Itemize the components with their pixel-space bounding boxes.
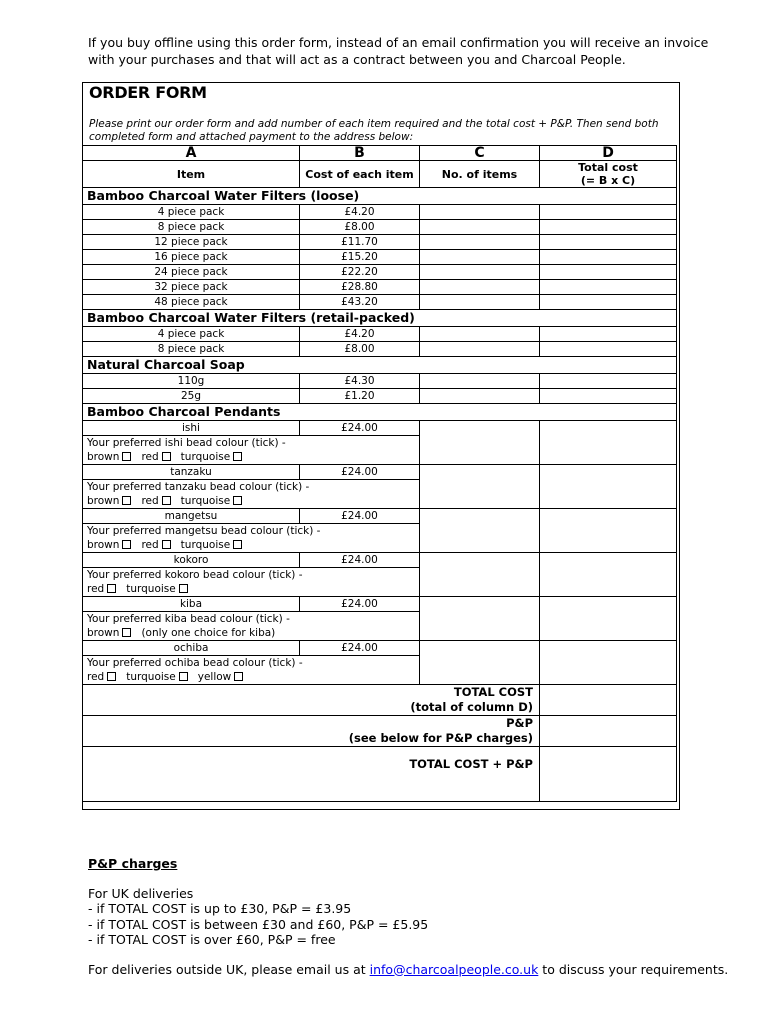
total-cell[interactable] xyxy=(540,235,677,250)
pp-heading: P&P charges xyxy=(88,856,178,871)
total-cell[interactable] xyxy=(540,553,677,597)
section-title: Bamboo Charcoal Water Filters (loose) xyxy=(83,188,420,205)
product-name: 8 piece pack xyxy=(83,220,300,235)
product-name: 32 piece pack xyxy=(83,280,300,295)
section-title: Bamboo Charcoal Water Filters (retail-packed) xyxy=(83,310,420,327)
column-letter: A xyxy=(83,146,300,161)
product-name: 16 piece pack xyxy=(83,250,300,265)
product-row xyxy=(83,389,677,404)
quantity-input[interactable] xyxy=(420,265,540,280)
product-row xyxy=(83,235,677,250)
product-price: £22.20 xyxy=(300,265,420,280)
column-letter: D xyxy=(540,146,677,161)
total-cell[interactable] xyxy=(540,295,677,310)
product-price: £11.70 xyxy=(300,235,420,250)
total-cost-value[interactable] xyxy=(540,685,677,716)
total-cell[interactable] xyxy=(540,597,677,641)
tick-box[interactable] xyxy=(234,672,243,681)
product-name: 25g xyxy=(83,389,300,404)
total-cell[interactable] xyxy=(540,421,677,465)
section-header xyxy=(83,404,677,421)
product-row xyxy=(83,374,677,389)
tick-box[interactable] xyxy=(233,452,242,461)
order-form xyxy=(82,82,680,810)
product-price: £8.00 xyxy=(300,220,420,235)
total-cell[interactable] xyxy=(540,509,677,553)
email-link[interactable]: info@charcoalpeople.co.uk xyxy=(369,961,539,977)
intro-text: If you buy offline using this order form, instead of an email confirmation you will receive an invoice with your purchases and that will act as a contract between you and Charcoal People. xyxy=(88,35,709,67)
header-cost: Cost of each item xyxy=(300,161,420,188)
pendant-price: £24.00 xyxy=(300,465,420,480)
bead-colour-options: Your preferred ishi bead colour (tick) - brown red turquoise xyxy=(83,436,420,465)
grand-total-label: TOTAL COST + P&P xyxy=(83,747,540,802)
pp-line-2: - if TOTAL COST is between £30 and £60, P&P = £5.95 xyxy=(88,916,429,932)
quantity-input[interactable] xyxy=(420,280,540,295)
quantity-input[interactable] xyxy=(420,235,540,250)
quantity-input[interactable] xyxy=(420,641,540,685)
quantity-input[interactable] xyxy=(420,509,540,553)
section-header xyxy=(83,310,677,327)
pendant-name: ochiba xyxy=(83,641,300,656)
quantity-input[interactable] xyxy=(420,389,540,404)
section-title: Bamboo Charcoal Pendants xyxy=(83,404,420,421)
tick-box[interactable] xyxy=(179,672,188,681)
product-name: 8 piece pack xyxy=(83,342,300,357)
tick-box[interactable] xyxy=(233,540,242,549)
quantity-input[interactable] xyxy=(420,553,540,597)
pp-row-label: P&P (see below for P&P charges) xyxy=(83,716,540,747)
header-total: Total cost (= B x C) xyxy=(540,161,677,188)
pendant-name: mangetsu xyxy=(83,509,300,524)
pendant-price: £24.00 xyxy=(300,509,420,524)
product-price: £8.00 xyxy=(300,342,420,357)
outside-uk-text: For deliveries outside UK, please email us at info@charcoalpeople.co.uk to discuss your requirements. xyxy=(88,961,729,977)
quantity-input[interactable] xyxy=(420,205,540,220)
pp-charges xyxy=(88,856,728,977)
grand-total-value[interactable] xyxy=(540,747,677,802)
tick-box[interactable] xyxy=(179,584,188,593)
pendant-price: £24.00 xyxy=(300,421,420,436)
order-table xyxy=(82,145,677,802)
pendant-row xyxy=(83,597,677,612)
total-cell[interactable] xyxy=(540,280,677,295)
form-instructions: Please print our order form and add number of each item required and the total cost + P&P. Then send both completed form and attached payment to the address below: xyxy=(89,118,659,143)
product-name: 4 piece pack xyxy=(83,327,300,342)
pp-line-3: - if TOTAL COST is over £60, P&P = free xyxy=(88,932,336,947)
pendant-price: £24.00 xyxy=(300,553,420,568)
form-title: ORDER FORM xyxy=(89,83,207,102)
column-header-row xyxy=(83,161,677,188)
bead-colour-options: Your preferred mangetsu bead colour (tick) - brown red turquoise xyxy=(83,524,420,553)
product-price: £43.20 xyxy=(300,295,420,310)
tick-box[interactable] xyxy=(107,584,116,593)
bead-colour-options: Your preferred tanzaku bead colour (tick) - brown red turquoise xyxy=(83,480,420,509)
tick-box[interactable] xyxy=(107,672,116,681)
product-name: 12 piece pack xyxy=(83,235,300,250)
quantity-input[interactable] xyxy=(420,465,540,509)
pendant-price: £24.00 xyxy=(300,641,420,656)
pp-row-value[interactable] xyxy=(540,716,677,747)
total-cell[interactable] xyxy=(540,641,677,685)
pendant-row xyxy=(83,641,677,656)
section-header xyxy=(83,188,677,205)
column-letter-row xyxy=(83,146,677,161)
product-name: 48 piece pack xyxy=(83,295,300,310)
total-cell[interactable] xyxy=(540,342,677,357)
total-cell[interactable] xyxy=(540,465,677,509)
quantity-input[interactable] xyxy=(420,295,540,310)
pendant-price: £24.00 xyxy=(300,597,420,612)
product-row xyxy=(83,205,677,220)
product-row xyxy=(83,280,677,295)
product-name: 110g xyxy=(83,374,300,389)
product-price: £4.20 xyxy=(300,327,420,342)
grand-total xyxy=(83,747,677,802)
total-cell[interactable] xyxy=(540,205,677,220)
pendant-row xyxy=(83,421,677,436)
total-cell[interactable] xyxy=(540,250,677,265)
pp-row xyxy=(83,716,677,747)
pendant-name: kokoro xyxy=(83,553,300,568)
total-cell[interactable] xyxy=(540,220,677,235)
tick-box[interactable] xyxy=(162,452,171,461)
pendant-row xyxy=(83,553,677,568)
quantity-input[interactable] xyxy=(420,220,540,235)
pp-line-1: - if TOTAL COST is up to £30, P&P = £3.95 xyxy=(88,901,352,916)
pendant-name: kiba xyxy=(83,597,300,612)
pendant-row xyxy=(83,465,677,480)
column-letter: C xyxy=(420,146,540,161)
product-price: £28.80 xyxy=(300,280,420,295)
product-price: £15.20 xyxy=(300,250,420,265)
product-row xyxy=(83,220,677,235)
quantity-input[interactable] xyxy=(420,342,540,357)
section-title: Natural Charcoal Soap xyxy=(83,357,420,374)
bead-colour-options: Your preferred kokoro bead colour (tick) - red turquoise xyxy=(83,568,420,597)
tick-box[interactable] xyxy=(233,496,242,505)
tick-box[interactable] xyxy=(162,496,171,505)
total-cell[interactable] xyxy=(540,265,677,280)
product-row xyxy=(83,295,677,310)
quantity-input[interactable] xyxy=(420,597,540,641)
header-item: Item xyxy=(83,161,300,188)
product-price: £4.20 xyxy=(300,205,420,220)
quantity-input[interactable] xyxy=(420,374,540,389)
section-header xyxy=(83,357,677,374)
pendant-name: ishi xyxy=(83,421,300,436)
total-cost xyxy=(83,685,677,716)
quantity-input[interactable] xyxy=(420,250,540,265)
column-letter: B xyxy=(300,146,420,161)
bead-colour-options: Your preferred kiba bead colour (tick) - brown (only one choice for kiba) xyxy=(83,612,420,641)
header-count: No. of items xyxy=(420,161,540,188)
product-price: £4.30 xyxy=(300,374,420,389)
total-cost-label: TOTAL COST (total of column D) xyxy=(83,685,540,716)
product-row xyxy=(83,265,677,280)
total-cell[interactable] xyxy=(540,327,677,342)
product-name: 24 piece pack xyxy=(83,265,300,280)
bead-colour-options: Your preferred ochiba bead colour (tick) - red turquoise yellow xyxy=(83,656,420,685)
product-row xyxy=(83,250,677,265)
pendant-row xyxy=(83,509,677,524)
product-price: £1.20 xyxy=(300,389,420,404)
quantity-input[interactable] xyxy=(420,421,540,465)
uk-label: For UK deliveries xyxy=(88,885,194,901)
product-row xyxy=(83,327,677,342)
product-row xyxy=(83,342,677,357)
tick-box[interactable] xyxy=(162,540,171,549)
product-name: 4 piece pack xyxy=(83,205,300,220)
total-cell[interactable] xyxy=(540,389,677,404)
quantity-input[interactable] xyxy=(420,327,540,342)
pendant-name: tanzaku xyxy=(83,465,300,480)
total-cell[interactable] xyxy=(540,374,677,389)
